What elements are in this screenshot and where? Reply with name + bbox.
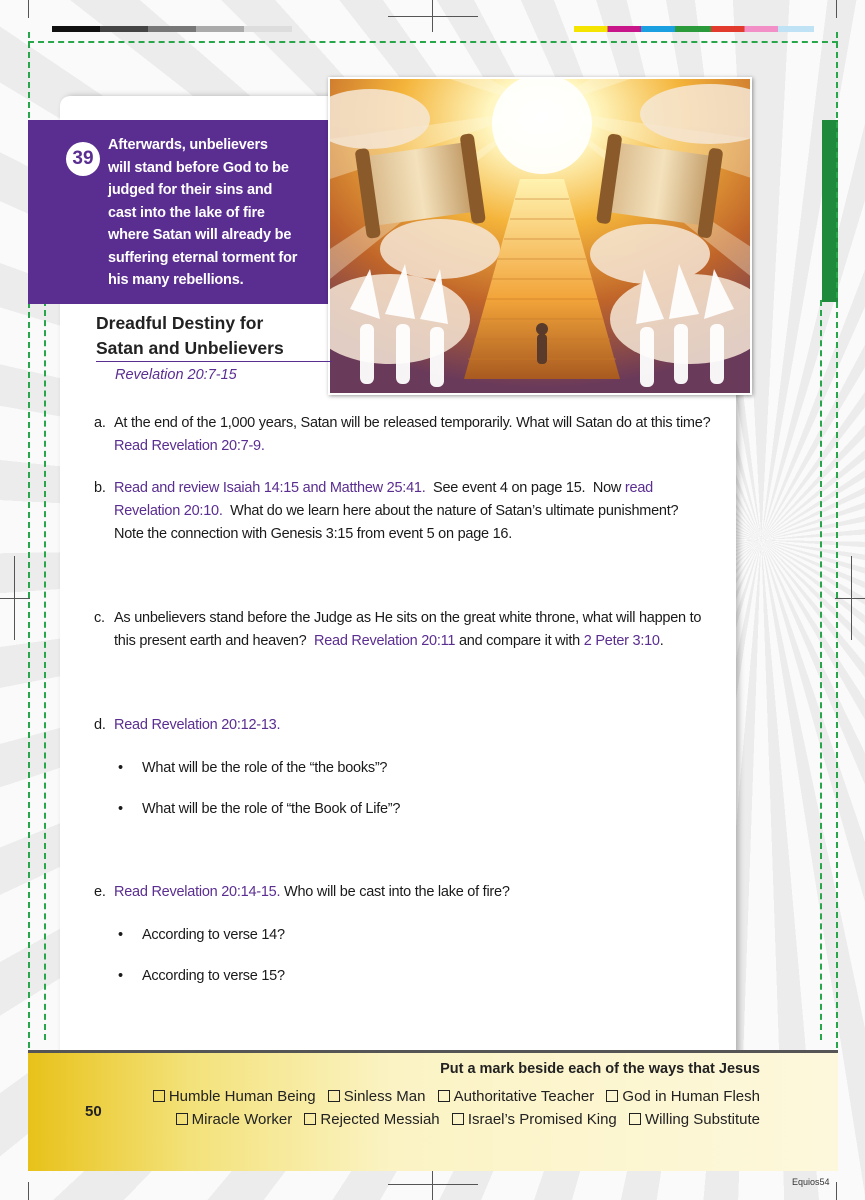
bullet-text: What will be the role of the “the books”? — [142, 760, 388, 776]
section-reference: Revelation 20:7-15 — [115, 367, 237, 383]
question-text: At the end of the 1,000 years, Satan will be released temporarily. What will Satan do at this time? — [114, 415, 711, 431]
section-title-line: Satan and Unbelievers — [96, 338, 284, 358]
bullet-text: According to verse 14? — [142, 927, 285, 943]
question-text: Who will be cast into the lake of fire? — [280, 884, 510, 900]
crop-mark — [14, 556, 15, 640]
judgment-throne-illustration — [328, 77, 752, 395]
question-text: . — [659, 633, 664, 649]
question-letter: a. — [94, 415, 106, 431]
event-description — [108, 134, 318, 292]
crop-mark — [388, 1184, 478, 1185]
trim-line — [28, 41, 838, 43]
scripture-reference: Read Revelation 20:11 — [313, 633, 456, 649]
checklist-option[interactable] — [304, 1111, 439, 1128]
scripture-reference: Read Revelation 20:7-9. — [114, 438, 265, 454]
option-label: Humble Human Being — [168, 1088, 316, 1105]
crop-mark — [836, 0, 837, 18]
question-e-bullet-1 — [118, 924, 678, 947]
question-d-bullet-2 — [118, 798, 678, 821]
bullet-icon: • — [118, 927, 123, 943]
callout-line: his many rebellions. — [108, 272, 244, 288]
trim-line — [44, 300, 46, 1040]
checklist-row-2 — [168, 1111, 760, 1128]
question-text: and compare it with — [455, 633, 584, 649]
title-divider — [96, 361, 332, 362]
checklist-option[interactable] — [606, 1088, 760, 1105]
checklist-title: Put a mark beside each of the ways that Jesus — [440, 1061, 760, 1077]
callout-line: where Satan will already be — [108, 227, 292, 243]
option-label: Miracle Worker — [191, 1111, 293, 1128]
bullet-icon: • — [118, 801, 123, 817]
checkbox-icon[interactable] — [438, 1090, 450, 1102]
callout-line: Afterwards, unbelievers — [108, 137, 268, 153]
printer-code: Equios54 — [792, 1177, 830, 1187]
crop-mark — [851, 556, 852, 640]
checkbox-icon[interactable] — [629, 1113, 641, 1125]
bullet-text: According to verse 15? — [142, 968, 285, 984]
question-letter: d. — [94, 717, 106, 733]
crop-mark — [28, 0, 29, 18]
checkbox-icon[interactable] — [176, 1113, 188, 1125]
question-letter: e. — [94, 884, 106, 900]
checklist-option[interactable] — [153, 1088, 316, 1105]
option-label: Willing Substitute — [644, 1111, 760, 1128]
checkbox-icon[interactable] — [452, 1113, 464, 1125]
scripture-reference: Read Revelation 20:12-13. — [114, 717, 281, 733]
callout-line: judged for their sins and — [108, 182, 273, 198]
checkbox-icon[interactable] — [153, 1090, 165, 1102]
event-number: 39 — [66, 142, 100, 176]
checkbox-icon[interactable] — [606, 1090, 618, 1102]
option-label: Authoritative Teacher — [453, 1088, 595, 1105]
question-e-bullet-2 — [118, 965, 678, 988]
bullet-icon: • — [118, 760, 123, 776]
scripture-reference: Read Revelation 20:14-15. — [114, 884, 281, 900]
question-c — [94, 607, 734, 653]
callout-line: cast into the lake of fire — [108, 204, 265, 221]
checklist-row-1 — [145, 1088, 760, 1105]
question-e — [94, 881, 734, 904]
question-text: See event 4 on page 15. Now — [425, 480, 625, 496]
callout-line: suffering eternal torment for — [108, 249, 298, 266]
option-label: Sinless Man — [343, 1088, 426, 1105]
checkbox-icon[interactable] — [328, 1090, 340, 1102]
bullet-icon: • — [118, 968, 123, 984]
checklist-option[interactable] — [438, 1088, 595, 1105]
option-label: Rejected Messiah — [320, 1111, 440, 1128]
question-b — [94, 477, 734, 546]
trim-line — [836, 32, 838, 1168]
checklist-option[interactable] — [452, 1111, 617, 1128]
question-text: As unbelievers stand before the Judge as He sits on the great white throne, what will happen to this present earth and heaven? — [114, 610, 706, 649]
callout-line: will stand before God to be — [108, 159, 289, 176]
color-bar-cmyk — [574, 26, 814, 32]
section-title — [96, 311, 336, 361]
trim-line — [820, 300, 822, 1040]
crop-mark — [836, 1182, 837, 1200]
page-number: 50 — [85, 1103, 102, 1120]
checklist-option[interactable] — [176, 1111, 293, 1128]
color-bar-gray — [52, 26, 292, 32]
crop-mark — [0, 598, 30, 599]
scripture-reference: read Revelation 20:10. — [114, 480, 653, 519]
scripture-reference: 2 Peter 3:10 — [583, 633, 660, 649]
option-label: God in Human Flesh — [622, 1088, 760, 1105]
checkbox-icon[interactable] — [304, 1113, 316, 1125]
question-text: What do we learn here about the nature of Satan’s ultimate punishment? Note the connection with Genesis 3:15 from event 5 on page 16. — [114, 503, 686, 542]
option-label: Israel’s Promised King — [467, 1111, 617, 1128]
question-letter: b. — [94, 480, 106, 496]
crop-mark — [835, 598, 865, 599]
section-title-line: Dreadful Destiny for — [96, 313, 264, 333]
checklist-option[interactable] — [629, 1111, 760, 1128]
question-d — [94, 714, 734, 737]
crop-mark — [388, 16, 478, 17]
scripture-reference: Read and review Isaiah 14:15 and Matthew 25:41. — [114, 480, 426, 496]
question-letter: c. — [94, 610, 105, 626]
question-d-bullet-1 — [118, 757, 678, 780]
question-a — [94, 412, 734, 458]
checklist-option[interactable] — [328, 1088, 426, 1105]
crop-mark — [28, 1182, 29, 1200]
bullet-text: What will be the role of “the Book of Life”? — [142, 801, 401, 817]
heavenly-staircase-image — [330, 79, 752, 395]
